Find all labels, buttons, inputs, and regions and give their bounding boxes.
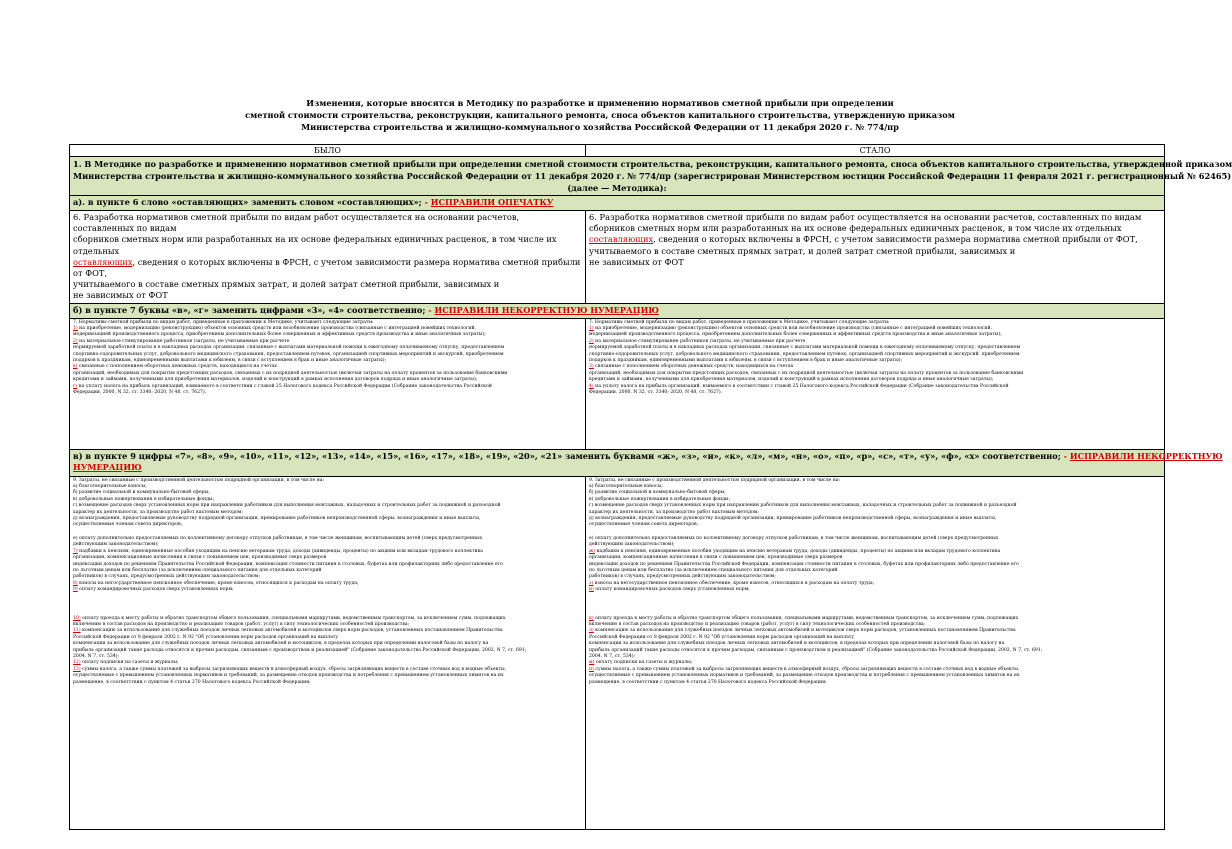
correction-note: ИСПРАВИЛИ НЕКОРРЕКТНУЮ НУМЕРАЦИЮ [434,304,659,315]
document-title [240,97,960,133]
section-1-title: 1. В Методике по разработке и применению нормативов сметной прибыли при определении сметной стоимости строительства, реконструкции, капитального ремонта, сноса объектов капитального строительства, утвержденной приказом Министерства строительства и жилищно-коммунального хозяйства Российской Федерации от 11 декабря 2020 г. № 774/пр (зарегистрирован Министерством юстиции Российской Федерации 11 февраля 2021 г. регистрационный № 62465) (далее — Методика): [70,157,1165,196]
header-row [70,145,1165,157]
instruction-b-row [70,303,1165,318]
correction-note-cont: НУМЕРАЦИЮ [73,461,142,472]
instruction-a: а). в пункте 6 слово «оставляющих» заменить словом «составляющих»; - ИСПРАВИЛИ ОПЕЧАТКУ [70,196,1165,211]
instruction-c-row [70,449,1165,476]
column-header-now: СТАЛО [586,145,1165,157]
paragraph-7-was: 7. Нормативы сметной прибыли по видам работ, приведенные в приложении к Методике, учитывают следующие затраты: 1) на приобретение, модернизацию (реконструкцию) объектов основных средств или возобновление производства (связанные с интеграцией новейших технологий, модернизацией производственного процесса, приобретением дополнительных более совершенных и эффективных средств производства и иные аналогичные затраты); 2) на материальное стимулирование работников (затраты, не учитываемые при расчете нормируемой заработной платы и в накладных расходах организации, связанные с выплатами материальной помощи к ежегодному оплачиваемому отпуску, предоставлением спортивно-оздоровительных услуг, добровольного медицинского страхования, предоставлением путевок, организацией спортивных мероприятий и экскурсий, приобретением подарков к праздникам, единовременными выплатами к юбилеям, в связи с вступлением в брак и иные аналогичные затраты); в) связанные с пополнением оборотных денежных средств, находящихся на счетах организаций, необходимых для покрытия предстоящих расходов, связанных с их подрядной деятельностью (включая затраты на оплату процентов за пользование банковскими кредитами и займами, полученными для приобретения материалов, изделий и конструкций в рамках исполнения договоров подряда и иные аналогичные затраты); г) на уплату налога на прибыль организаций, взимаемого в соответствии с главой 25 Налогового кодекса Российской Федерации (Собрание законодательства Российской Федерации, 2000, N 32, ст. 3340; 2020, N 48, ст. 7627). [70,318,586,449]
instruction-c: в) в пункте 9 цифры «7», «8», «9», «10», «11», «12», «13», «14», «15», «16», «17», «18», «19», «20», «21» заменить буквами «ж», «з», «и», «к», «л», «м», «н», «о», «п», «р», «с», «т», «у», «ф», «х» соответственно; - ИСПРАВИЛИ НЕКОРРЕКТНУЮ НУМЕРАЦИЮ [70,449,1165,476]
paragraph-6-now: 6. Разработка нормативов сметной прибыли по видам работ осуществляется на основании расчетов, составленных по видам сборников сметных норм или разработанных на их основе федеральных единичных расценок, в том числе их отдельных составляющих, сведения о которых включены в ФРСН, с учетом зависимости размера норматива сметной прибыли от ФОТ, учитываемого в составе сметных прямых затрат, и долей затрат сметной прибыли, зависимых и не зависимых от ФОТ [586,211,1165,304]
title-line: Изменения, которые вносятся в Методику по разработке и применению нормативов сметной прибыли при определении [306,98,894,108]
highlighted-word: составляющих [589,234,654,245]
title-line: Министерства строительства и жилищно-коммунального хозяйства Российской Федерации от 11 декабря 2020 г. № 774/пр [301,122,899,132]
paragraph-6-was: 6. Разработка нормативов сметной прибыли по видам работ осуществляется на основании расчетов, составленных по видам сборников сметных норм или разработанных на их основе федеральных единичных расценок, в том числе их отдельных оставляющих, сведения о которых включены в ФРСН, с учетом зависимости размера норматива сметной прибыли от ФОТ, учитываемого в составе сметных прямых затрат, и долей затрат сметной прибыли, зависимых и не зависимых от ФОТ [70,211,586,304]
correction-note: ИСПРАВИЛИ ОПЕЧАТКУ [430,197,554,207]
instruction-a-row [70,196,1165,211]
instruction-b: б) в пункте 7 буквы «в», «г» заменить цифрами «3», «4» соответственно; - ИСПРАВИЛИ НЕКОРРЕКТНУЮ НУМЕРАЦИЮ [70,303,1165,318]
paragraph-7-now: 7. Нормативы сметной прибыли по видам работ, приведенные в приложении к Методике, учитывают следующие затраты: 1) на приобретение, модернизацию (реконструкцию) объектов основных средств или возобновление производства (связанные с интеграцией новейших технологий, модернизацией производственного процесса, приобретением дополнительных более совершенных и эффективных средств производства и иные аналогичные затраты); 2) на материальное стимулирование работников (затраты, не учитываемые при расчете нормируемой заработной платы и в накладных расходах организации, связанные с выплатами материальной помощи к ежегодному оплачиваемому отпуску, предоставлением спортивно-оздоровительных услуг, добровольного медицинского страхования, предоставлением путевок, организацией спортивных мероприятий и экскурсий, приобретением подарков к праздникам, единовременными выплатами к юбилеям, в связи с вступлением в брак и иные аналогичные затраты); 3) связанные с пополнением оборотных денежных средств, находящихся на счетах организаций, необходимых для покрытия предстоящих расходов, связанных с их подрядной деятельностью (включая затраты на оплату процентов за пользование банковскими кредитами и займами, полученными для приобретения материалов, изделий и конструкций в рамках исполнения договоров подряда и иные аналогичные затраты); 4) на уплату налога на прибыль организаций, взимаемого в соответствии с главой 25 Налогового кодекса Российской Федерации (Собрание законодательства Российской Федерации, 2000, N 32, ст. 3340; 2020, N 48, ст. 7627). [586,318,1165,449]
paragraph-9-now: 9. Затраты, не связанные с производственной деятельностью подрядной организации, в том числе на: а) благотворительные взносы; б) развитие социальной и коммунально-бытовой сферы; в) добровольные пожертвования в избирательные фонды; г) возмещение расходов сверх установленных норм при направлении работников для выполнения монтажных, наладочных и строительных работ за подвижной и разъездной характер их деятельности, за производство работ вахтовым методом; д) вознаграждения, предоставляемые руководству подрядной организации, премирование работников непроизводственной сферы, вознаграждения и иные выплаты, осуществляемые членам совета директоров; е) оплату дополнительно предоставляемых по коллективному договору отпусков работникам, в том числе женщинам, воспитывающим детей (сверх предусмотренных действующим законодательством); ж) надбавки к пенсиям, единовременные пособия уходящим на пенсию ветеранам труда, доходы (дивиденды, проценты) по акциям или вкладам трудового коллектива организации, компенсационные начисления в связи с повышением цен, производимые сверх размеров индексации доходов по решениям Правительства Российской Федерации, компенсация стоимости питания в столовых, буфетах или профилакториях либо предоставление его по льготным ценам или бесплатно (за исключением специального питания для отдельных категорий работников) в случаях, предусмотренных действующим законодательством; з) взносы на негосударственное пенсионное обеспечение, кроме взносов, относящихся к расходам на оплату труда; и) оплату командировочных расходов сверх установленных норм; к) оплату проезда к месту работы и обратно транспортом общего пользования, специальными маршрутами, ведомственным транспортом, за исключением сумм, подлежащих включению в состав расходов на производство и реализацию товаров (работ, услуг) в силу технологических особенностей производства; л) компенсацию за использование для служебных поездок личных легковых автомобилей и мотоциклов сверх норм расходов, установленных постановлением Правительства Российской Федерации от 8 февраля 2002 г. N 92 "Об установлении норм расходов организаций на выплату компенсации за использование для служебных поездок личных легковых автомобилей и мотоциклов, в пределах которых при определении налоговой базы по налогу на прибыль организаций такие расходы относятся к прочим расходам, связанным с производством и реализацией" (Собрание законодательства Российской Федерации, 2002, N 7, ст. 691; 2004, N 7, ст. 534); м) оплату подписки на газеты и журналы; н) суммы налога, а также суммы платежей за выбросы загрязняющих веществ в атмосферный воздух, сбросы загрязняющих веществ в составе сточных вод в водные объекты, осуществляемые с превышением установленных нормативов и требований, за размещение отходов производства и потребления с превышением установленных лимитов на их размещение, в соответствии с пунктом 4 статьи 270 Налогового кодекса Российской Федерации; [586,476,1165,829]
comparison-table [69,144,1232,830]
title-line: сметной стоимости строительства, реконструкции, капитального ремонта, сноса объектов капитального строительства, утвержденную приказом [245,110,955,120]
column-header-was: БЫЛО [70,145,586,157]
correction-note: ИСПРАВИЛИ НЕКОРРЕКТНУЮ [1069,450,1223,461]
paragraph-7-row [70,318,1165,449]
paragraph-9-was: 9. Затраты, не связанные с производственной деятельностью подрядной организации, в том числе на: а) благотворительные взносы; б) развитие социальной и коммунально-бытовой сферы; в) добровольные пожертвования в избирательные фонды; г) возмещение расходов сверх установленных норм при направлении работников для выполнения монтажных, наладочных и строительных работ за подвижной и разъездной характер их деятельности, за производство работ вахтовым методом; д) вознаграждения, предоставляемые руководству подрядной организации, премирование работников непроизводственной сферы, вознаграждения и иные выплаты, осуществляемые членам совета директоров; е) оплату дополнительно предоставляемых по коллективному договору отпусков работникам, в том числе женщинам, воспитывающим детей (сверх предусмотренных действующим законодательством); 7) надбавки к пенсиям, единовременные пособия уходящим на пенсию ветеранам труда, доходы (дивиденды, проценты) по акциям или вкладам трудового коллектива организации, компенсационные начисления в связи с повышением цен, производимые сверх размеров индексации доходов по решениям Правительства Российской Федерации, компенсация стоимости питания в столовых, буфетах или профилакториях либо предоставление его по льготным ценам или бесплатно (за исключением специального питания для отдельных категорий работников) в случаях, предусмотренных действующим законодательством; 8) взносы на негосударственное пенсионное обеспечение, кроме взносов, относящихся к расходам на оплату труда; 9) оплату командировочных расходов сверх установленных норм; 10) оплату проезда к месту работы и обратно транспортом общего пользования, специальными маршрутами, ведомственным транспортом, за исключением сумм, подлежащих включению в состав расходов на производство и реализацию товаров (работ, услуг) в силу технологических особенностей производства; 11) компенсацию за использование для служебных поездок личных легковых автомобилей и мотоциклов сверх норм расходов, установленных постановлением Правительства Российской Федерации от 8 февраля 2002 г. N 92 "Об установлении норм расходов организаций на выплату компенсации за использование для служебных поездок личных легковых автомобилей и мотоциклов, в пределах которых при определении налоговой базы по налогу на прибыль организаций такие расходы относятся к прочим расходам, связанным с производством и реализацией" (Собрание законодательства Российской Федерации, 2002, N 7, ст. 691; 2004, N 7, ст. 534); 12) оплату подписки на газеты и журналы; 13) суммы налога, а также суммы платежей за выбросы загрязняющих веществ в атмосферный воздух, сбросы загрязняющих веществ в составе сточных вод в водные объекты, осуществляемые с превышением установленных нормативов и требований, за размещение отходов производства и потребления с превышением установленных лимитов на их размещение, в соответствии с пунктом 4 статьи 270 Налогового кодекса Российской Федерации; [70,476,586,829]
paragraph-6-row [70,211,1165,304]
section-1-row [70,157,1165,196]
paragraph-9-row [70,476,1165,829]
highlighted-word: оставляющих [73,256,133,267]
